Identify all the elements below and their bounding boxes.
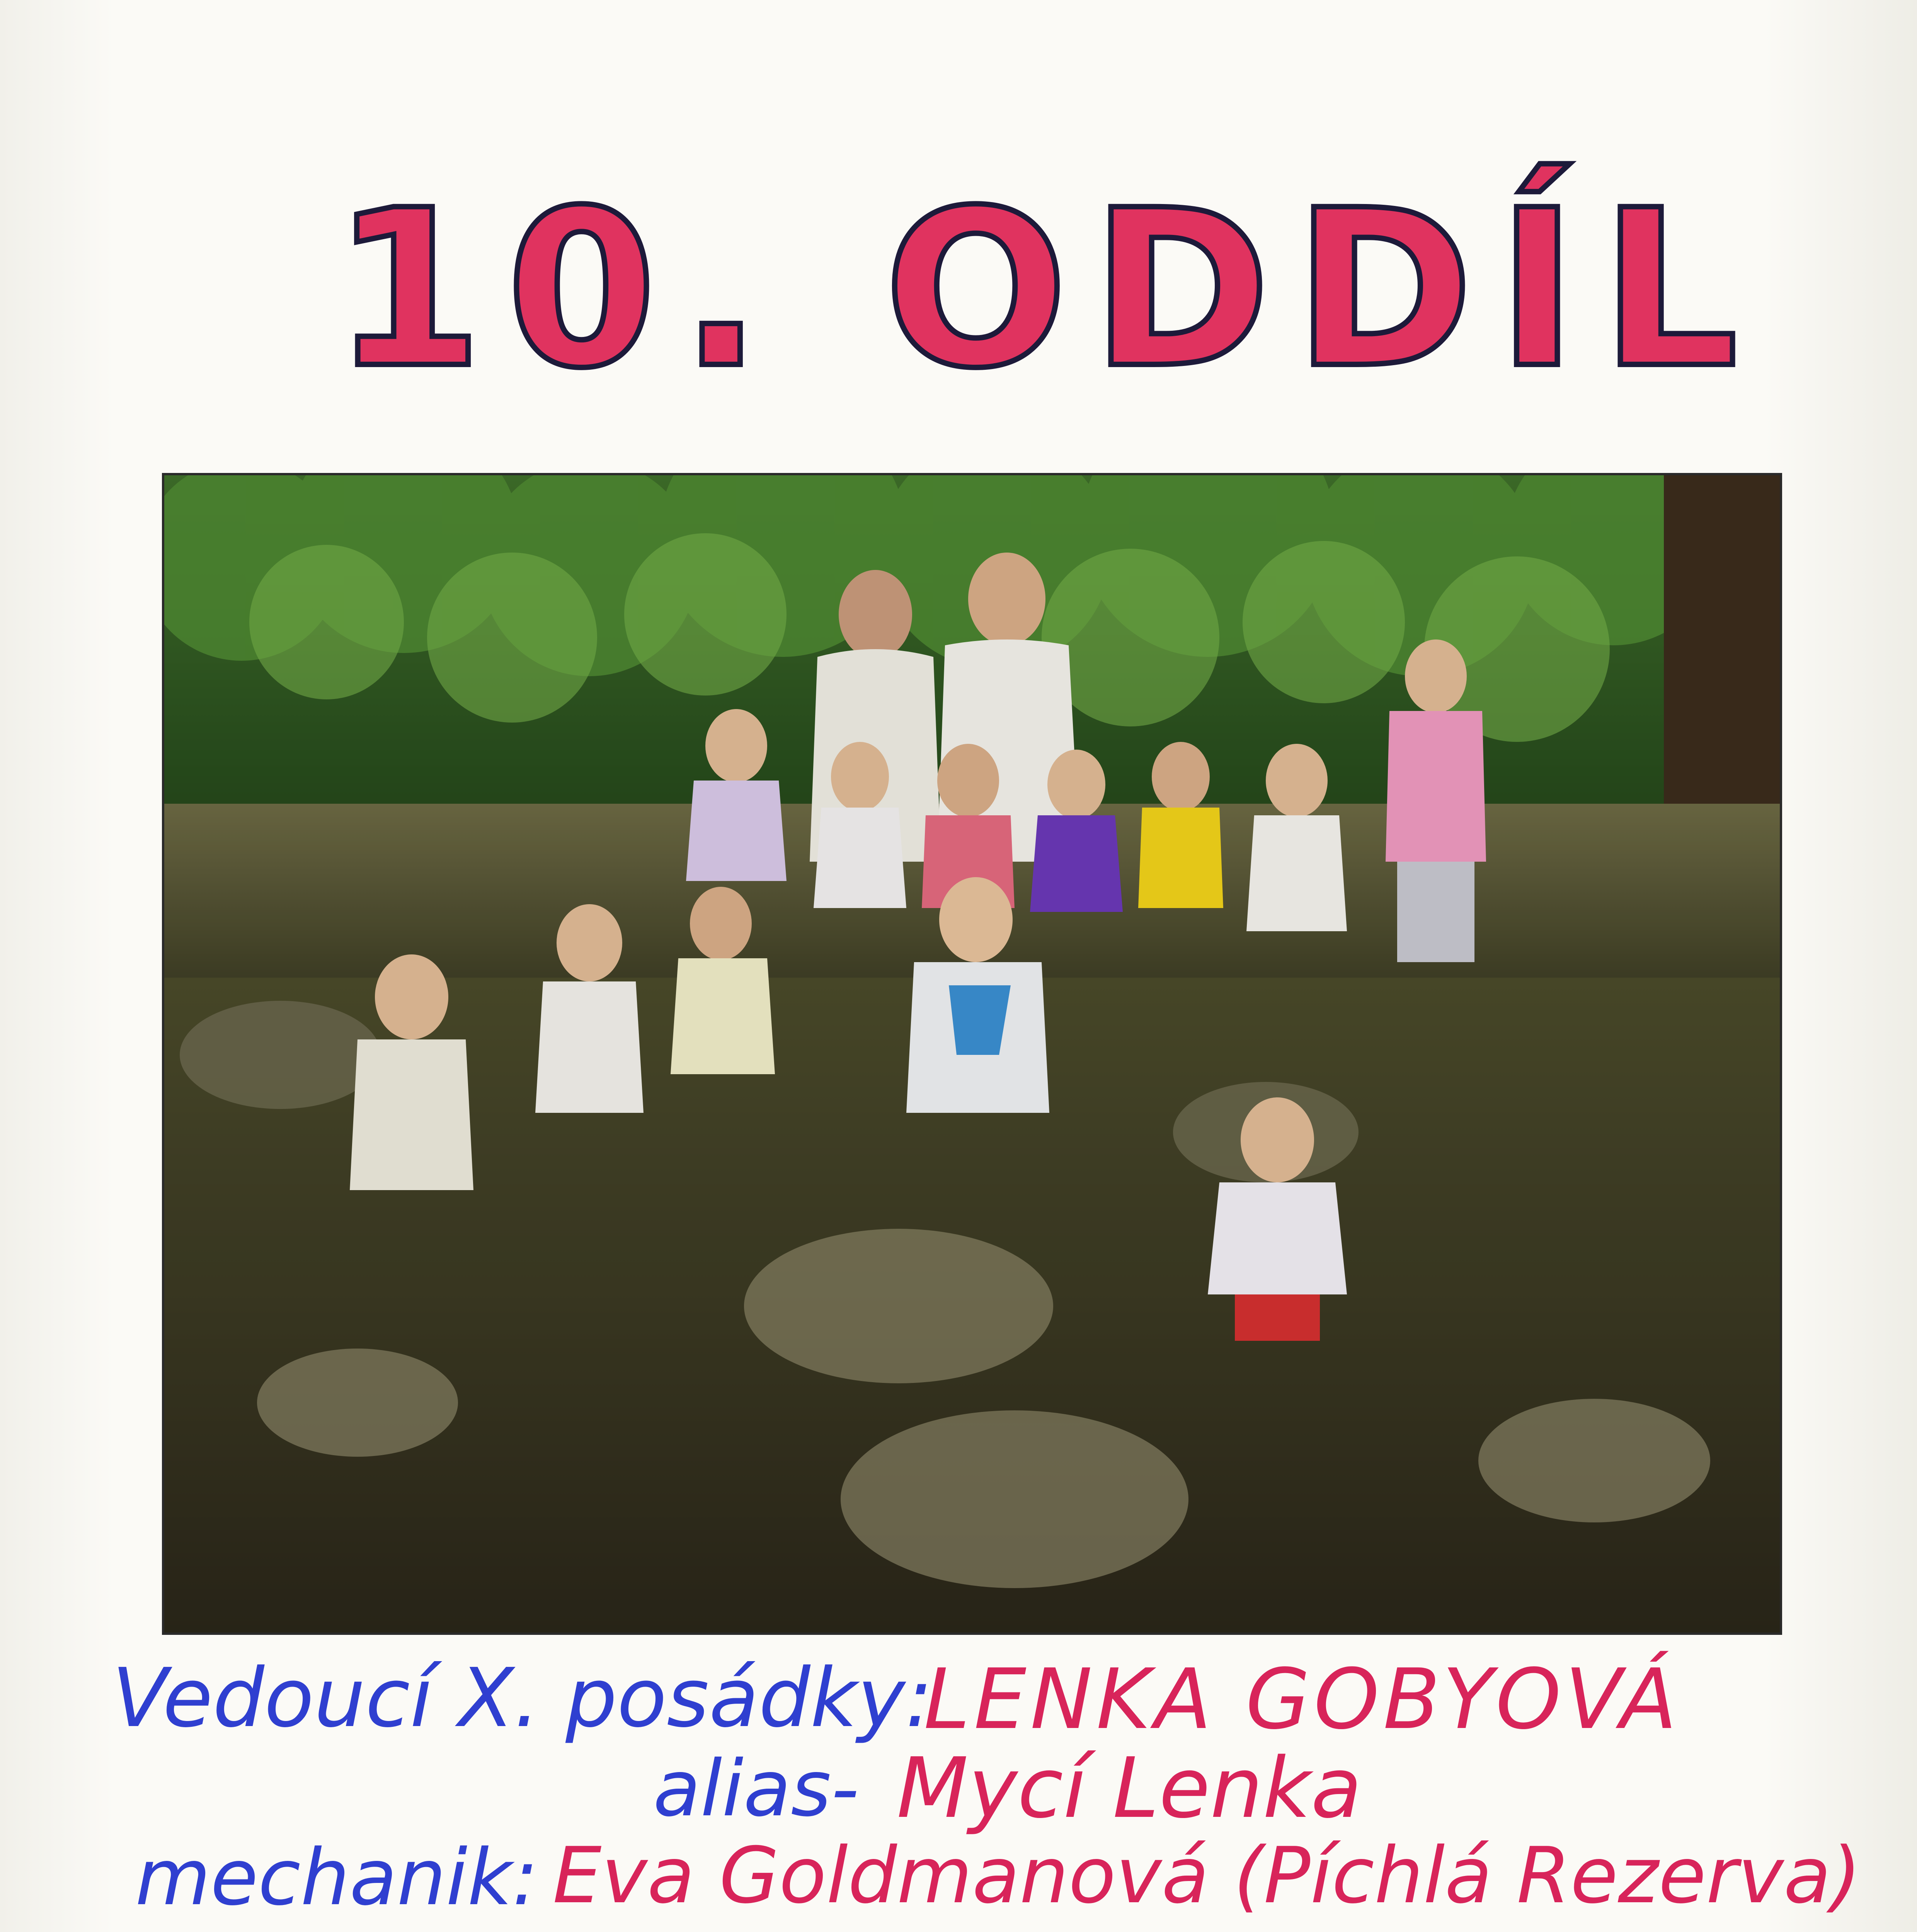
alias-label: alias-	[653, 1744, 859, 1834]
group-photo-illustration	[164, 475, 1780, 1633]
heading-text: 10. ODDÍL	[332, 164, 1762, 416]
alias-name: Mycí Lenka	[897, 1740, 1362, 1837]
group-photo	[164, 475, 1780, 1633]
leader-label: Vedoucí X. posádky:	[112, 1651, 933, 1745]
leader-name: LENKA GOBYOVÁ	[924, 1651, 1681, 1748]
page-heading	[332, 164, 1762, 417]
mechanic-label: mechanik:	[135, 1833, 538, 1923]
mechanic-name: Eva Goldmanová (Píchlá Rezerva)	[553, 1831, 1861, 1921]
